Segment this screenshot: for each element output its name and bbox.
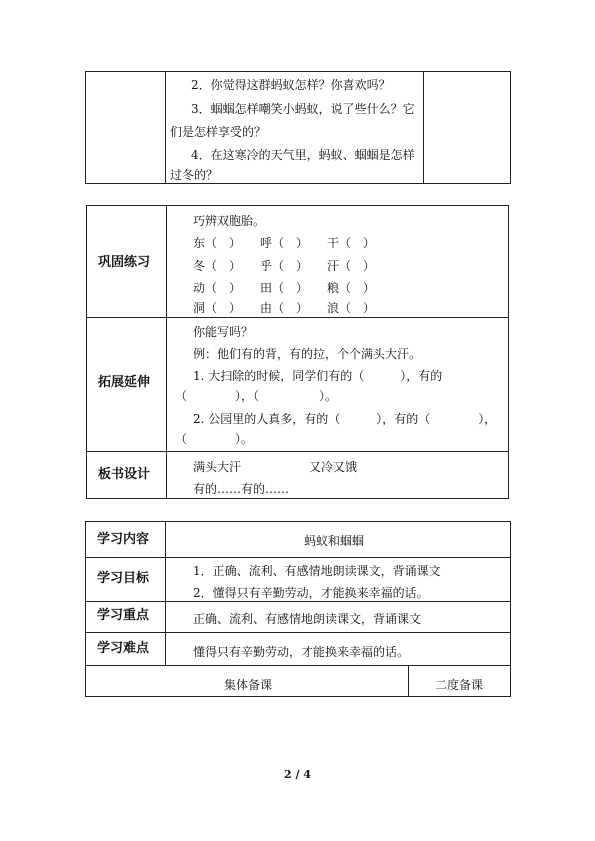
grid-cell: 冬（ ） [193, 259, 242, 273]
grid-cell: 干（ ） [327, 236, 376, 250]
extension-label: 拓展延伸 [98, 375, 151, 390]
key-points-value: 正确、流利、有感情地朗读课文，背诵课文 [193, 612, 422, 626]
second-prep-label: 二度备课 [435, 678, 484, 692]
grid-cell: 洞（ ） [193, 301, 242, 315]
grid-cell: 由（ ） [260, 301, 309, 315]
grid-cell: 汗（ ） [327, 259, 376, 273]
row-divider [86, 451, 509, 452]
row-divider [85, 557, 511, 558]
collective-prep-label: 集体备课 [224, 678, 273, 692]
goals-label: 学习目标 [97, 571, 150, 586]
extension-line: 例：他们有的背，有的拉，个个满头大汗。 [193, 347, 422, 361]
grid-cell: 呼（ ） [260, 236, 309, 250]
extension-line: 2. 公园里的人真多，有的（ ），有的（ ）， [193, 412, 497, 426]
content-value: 蚂蚁和蝈蝈 [304, 534, 365, 548]
grid-cell: 粮（ ） [327, 281, 376, 295]
grid-cell: 田（ ） [260, 281, 309, 295]
table-divider [408, 665, 409, 697]
grid-cell: 浪（ ） [327, 301, 376, 315]
board-label: 板书设计 [98, 467, 151, 482]
table-divider [166, 205, 167, 499]
grid-cell: 动（ ） [193, 281, 242, 295]
table-divider [165, 71, 166, 184]
row-divider [85, 601, 511, 602]
grid-cell: 乎（ ） [260, 259, 309, 273]
question-line: 过冬的？ [170, 168, 219, 182]
grid-cell: 东（ ） [193, 236, 242, 250]
practice-label: 巩固练习 [98, 255, 151, 270]
question-line: 3．蝈蝈怎样嘲笑小蚂蚁，说了些什么？它 [191, 102, 415, 116]
practice-title: 巧辨双胞胎。 [193, 214, 266, 228]
extension-line: （ ）。 [175, 432, 254, 446]
question-line: 2．你觉得这群蚂蚁怎样？你喜欢吗？ [191, 78, 391, 92]
page-number: 2 / 4 [284, 768, 311, 781]
row-divider [85, 632, 511, 633]
key-points-label: 学习重点 [97, 608, 150, 623]
question-line: 4．在这寒冷的天气里，蚂蚁、蝈蝈是怎样 [191, 148, 415, 162]
row-divider [85, 665, 511, 666]
board-item: 满头大汗 [193, 460, 242, 474]
extension-line: 1. 大扫除的时候，同学们有的（ ），有的 [193, 369, 443, 383]
difficulty-value: 懂得只有辛勤劳动，才能换来幸福的话。 [193, 645, 410, 659]
row-divider [86, 317, 509, 318]
board-item: 又冷又饿 [309, 460, 358, 474]
goal-item: 2．懂得只有辛勤劳动，才能换来幸福的话。 [193, 586, 429, 600]
difficulty-label: 学习难点 [97, 641, 150, 656]
extension-line: 你能写吗？ [193, 325, 254, 339]
goal-item: 1．正确、流利、有感情地朗读课文，背诵课文 [193, 564, 441, 578]
table-divider [165, 521, 166, 665]
extension-line: （ ），（ ）。 [175, 389, 338, 403]
board-line: 有的……有的…… [193, 482, 290, 496]
table-divider [423, 71, 424, 184]
question-line: 们是怎样享受的？ [170, 125, 267, 139]
content-label: 学习内容 [97, 532, 150, 547]
